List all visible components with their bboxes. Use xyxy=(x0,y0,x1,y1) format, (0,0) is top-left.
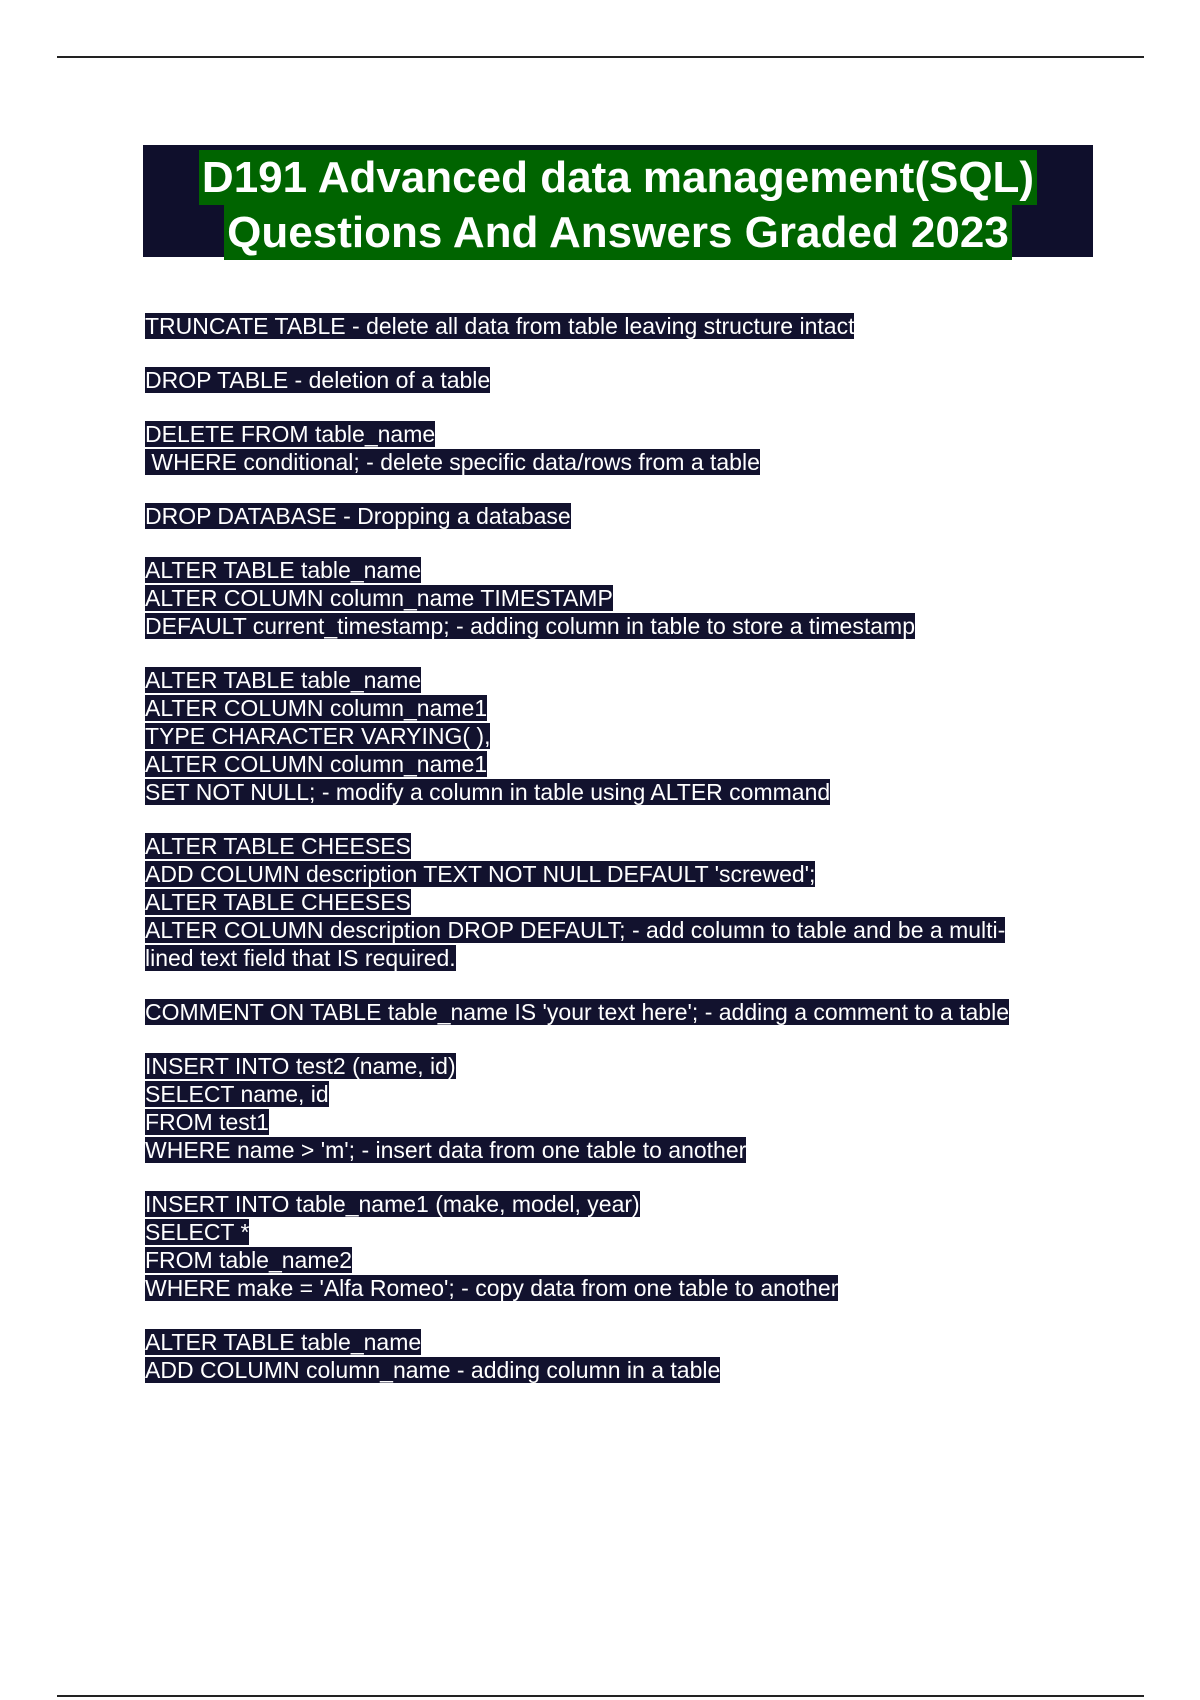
qa-entry-line xyxy=(145,1218,1065,1246)
qa-entry-line xyxy=(145,998,1065,1026)
highlighted-text: SET NOT NULL; - modify a column in table using ALTER command xyxy=(145,779,831,805)
qa-entry xyxy=(145,1328,1065,1384)
highlighted-text: FROM test1 xyxy=(145,1109,269,1135)
highlighted-text: WHERE conditional; - delete specific data/rows from a table xyxy=(145,449,760,475)
qa-entry-line xyxy=(145,420,1065,448)
qa-entry-line xyxy=(145,916,1065,944)
qa-entry-line xyxy=(145,1190,1065,1218)
highlighted-text: COMMENT ON TABLE table_name IS 'your text here'; - adding a comment to a table xyxy=(145,999,1010,1025)
qa-entry xyxy=(145,1190,1065,1302)
qa-entry-line xyxy=(145,722,1065,750)
qa-entry-line xyxy=(145,1108,1065,1136)
highlighted-text: ADD COLUMN column_name - adding column in a table xyxy=(145,1357,721,1383)
qa-entry-line xyxy=(145,944,1065,972)
qa-entry xyxy=(145,420,1065,476)
highlighted-text: ALTER TABLE CHEESES xyxy=(145,889,411,915)
top-rule xyxy=(57,56,1144,58)
highlighted-text: WHERE make = 'Alfa Romeo'; - copy data from one table to another xyxy=(145,1275,839,1301)
highlighted-text: ALTER TABLE table_name xyxy=(145,667,422,693)
title-line-1: D191 Advanced data management(SQL) xyxy=(199,150,1037,205)
highlighted-text: WHERE name > 'm'; - insert data from one table to another xyxy=(145,1137,747,1163)
qa-entry xyxy=(145,312,1065,340)
title-line-2: Questions And Answers Graded 2023 xyxy=(224,205,1012,260)
highlighted-text: TYPE CHARACTER VARYING( ), xyxy=(145,723,491,749)
qa-entry-line xyxy=(145,448,1065,476)
highlighted-text: DROP TABLE - deletion of a table xyxy=(145,367,491,393)
qa-entry xyxy=(145,366,1065,394)
highlighted-text: ALTER COLUMN column_name TIMESTAMP xyxy=(145,585,613,611)
qa-entry-line xyxy=(145,694,1065,722)
qa-entry xyxy=(145,502,1065,530)
qa-entry xyxy=(145,998,1065,1026)
highlighted-text: INSERT INTO test2 (name, id) xyxy=(145,1053,456,1079)
qa-entry-line xyxy=(145,1274,1065,1302)
qa-entry-line xyxy=(145,860,1065,888)
highlighted-text: DROP DATABASE - Dropping a database xyxy=(145,503,571,529)
highlighted-text: lined text field that IS required. xyxy=(145,945,456,971)
qa-entry-line xyxy=(145,666,1065,694)
highlighted-text: FROM table_name2 xyxy=(145,1247,353,1273)
highlighted-text: ALTER TABLE table_name xyxy=(145,557,422,583)
qa-entry xyxy=(145,556,1065,640)
qa-entry-line xyxy=(145,1136,1065,1164)
highlighted-text: ALTER TABLE CHEESES xyxy=(145,833,411,859)
qa-entry-line xyxy=(145,584,1065,612)
qa-entry-line xyxy=(145,556,1065,584)
highlighted-text: ADD COLUMN description TEXT NOT NULL DEFAULT 'screwed'; xyxy=(145,861,816,887)
qa-entry-line xyxy=(145,1080,1065,1108)
highlighted-text: INSERT INTO table_name1 (make, model, year) xyxy=(145,1191,640,1217)
qa-entry-line xyxy=(145,832,1065,860)
highlighted-text: ALTER COLUMN column_name1 xyxy=(145,751,488,777)
highlighted-text: DELETE FROM table_name xyxy=(145,421,436,447)
qa-entry-line xyxy=(145,1246,1065,1274)
highlighted-text: ALTER COLUMN description DROP DEFAULT; - add column to table and be a multi- xyxy=(145,917,1006,943)
qa-entry xyxy=(145,832,1065,972)
qa-entry xyxy=(145,1052,1065,1164)
bottom-rule xyxy=(57,1695,1144,1697)
highlighted-text: DEFAULT current_timestamp; - adding column in table to store a timestamp xyxy=(145,613,915,639)
qa-entry-line xyxy=(145,888,1065,916)
highlighted-text: TRUNCATE TABLE - delete all data from table leaving structure intact xyxy=(145,313,855,339)
qa-entry-line xyxy=(145,1356,1065,1384)
qa-entry-line xyxy=(145,312,1065,340)
qa-entry-line xyxy=(145,612,1065,640)
qa-entry-line xyxy=(145,502,1065,530)
highlighted-text: SELECT name, id xyxy=(145,1081,329,1107)
qa-list xyxy=(145,312,1065,1410)
highlighted-text: ALTER TABLE table_name xyxy=(145,1329,422,1355)
document-title xyxy=(143,145,1093,257)
qa-entry-line xyxy=(145,1328,1065,1356)
qa-entry-line xyxy=(145,778,1065,806)
qa-entry-line xyxy=(145,366,1065,394)
qa-entry-line xyxy=(145,750,1065,778)
highlighted-text: SELECT * xyxy=(145,1219,250,1245)
qa-entry xyxy=(145,666,1065,806)
qa-entry-line xyxy=(145,1052,1065,1080)
highlighted-text: ALTER COLUMN column_name1 xyxy=(145,695,488,721)
